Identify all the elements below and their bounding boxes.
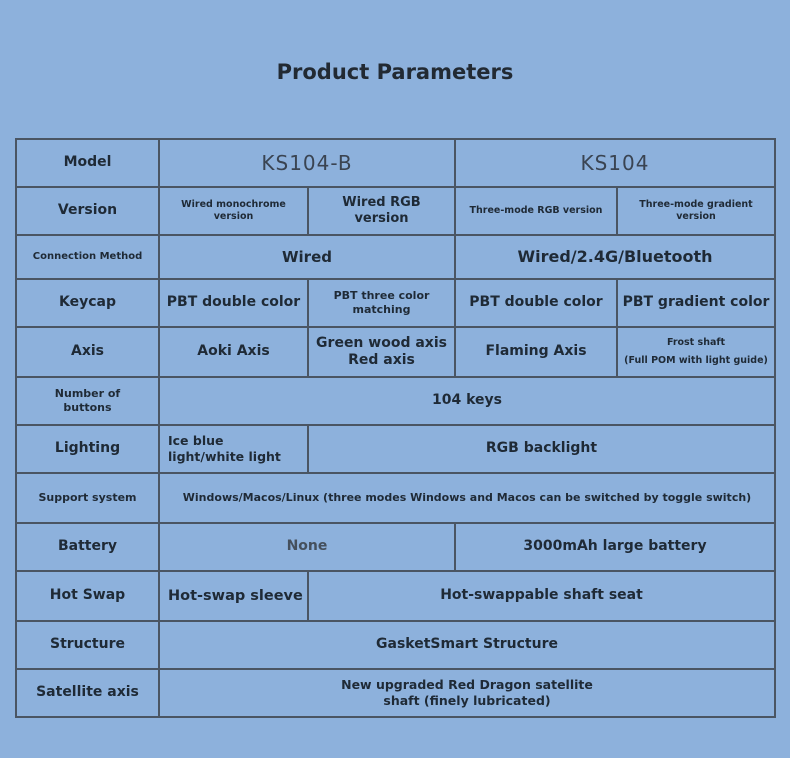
label-model: Model: [17, 140, 160, 188]
keycap-pbt-double-1: PBT double color: [160, 280, 309, 328]
battery-none: None: [160, 524, 456, 572]
structure-value: GasketSmart Structure: [160, 622, 774, 670]
parameters-table: [15, 138, 776, 718]
connection-wired: Wired: [160, 236, 456, 280]
label-battery: Battery: [17, 524, 160, 572]
label-buttons: Number of buttons: [17, 378, 160, 426]
lighting-ice-blue: Ice blue light/white light: [160, 426, 309, 474]
satellite-value: New upgraded Red Dragon satellite shaft (finely lubricated): [341, 677, 593, 708]
label-connection: Connection Method: [17, 236, 160, 280]
keycap-pbt-double-2: PBT double color: [456, 280, 618, 328]
version-three-mode-gradient: Three-mode gradient version: [618, 188, 774, 236]
support-value: Windows/Macos/Linux (three modes Windows and Macos can be switched by toggle switch): [160, 474, 774, 524]
keycap-pbt-three: PBT three color matching: [309, 280, 456, 328]
page-title: Product Parameters: [276, 60, 514, 84]
version-three-mode-rgb: Three-mode RGB version: [456, 188, 618, 236]
label-lighting: Lighting: [17, 426, 160, 474]
connection-three-mode: Wired/2.4G/Bluetooth: [456, 236, 774, 280]
label-satellite: Satellite axis: [17, 670, 160, 716]
axis-frost-shaft-title: Frost shaft: [666, 337, 726, 349]
axis-green-wood-red: Green wood axis Red axis: [309, 328, 456, 378]
label-version: Version: [17, 188, 160, 236]
battery-3000mah: 3000mAh large battery: [456, 524, 774, 572]
axis-aoki: Aoki Axis: [160, 328, 309, 378]
label-support: Support system: [17, 474, 160, 524]
model-ks104: KS104: [456, 140, 774, 188]
label-hotswap: Hot Swap: [17, 572, 160, 622]
version-wired-mono: Wired monochrome version: [160, 188, 309, 236]
keycap-pbt-gradient: PBT gradient color: [618, 280, 774, 328]
label-keycap: Keycap: [17, 280, 160, 328]
axis-frost-shaft: [618, 328, 774, 378]
buttons-value: 104 keys: [160, 378, 774, 426]
hotswap-shaft-seat: Hot-swappable shaft seat: [309, 572, 774, 622]
model-ks104-b: KS104-B: [160, 140, 456, 188]
version-wired-rgb: Wired RGB version: [309, 188, 456, 236]
label-axis: Axis: [17, 328, 160, 378]
axis-frost-shaft-note: (Full POM with light guide): [624, 355, 768, 366]
axis-flaming: Flaming Axis: [456, 328, 618, 378]
hotswap-sleeve: Hot-swap sleeve: [160, 572, 309, 622]
lighting-rgb: RGB backlight: [309, 426, 774, 474]
label-structure: Structure: [17, 622, 160, 670]
